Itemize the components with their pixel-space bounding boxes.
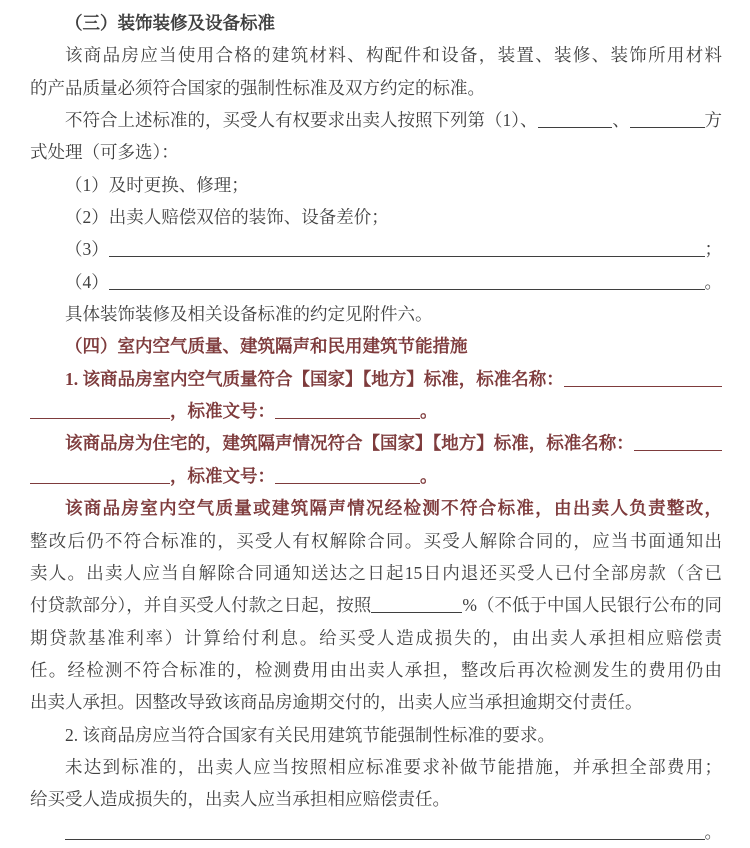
energy-saving-line-2: 未达到标准的，出卖人应当按照相应标准要求补做节能措施，并承担全部费用； (65, 756, 722, 777)
blank-field (630, 104, 705, 128)
blank-field (371, 589, 462, 613)
blank-field (109, 266, 705, 290)
document-body (30, 7, 722, 848)
clause-remedy-line-2: 式处理（可多选）： (30, 142, 179, 163)
text-segment: 不符合上述标准的，买受人有权要求出卖人按照下列第（1）、 (65, 110, 538, 131)
blank-field (65, 816, 705, 840)
blank-field (275, 395, 420, 419)
text-segment: 该商品房为住宅的，建筑隔声情况符合【国家】【地方】标准，标准名称： (65, 433, 634, 454)
energy-saving-line-1: 2. 该商品房应当符合国家有关民用建筑节能强制性标准的要求。 (65, 724, 555, 745)
blank-field (109, 233, 705, 257)
energy-saving-line-3: 给买受人造成损失的，出卖人应当承担相应赔偿责任。 (30, 789, 450, 810)
text-segment: 、 (612, 110, 630, 131)
blank-field (275, 460, 420, 484)
blank-field (538, 104, 613, 128)
blank-field (30, 460, 170, 484)
rectification-clause-line-6: 任。经检测不符合标准的，检测费用由出卖人承担，整改后再次检测发生的费用仍由 (30, 659, 722, 680)
remedy-option-1: （1）及时更换、修理； (65, 174, 249, 195)
clause-materials-line-1: 该商品房应当使用合格的建筑材料、构配件和设备，装置、装修、装饰所用材料 (65, 45, 722, 66)
blank-field (564, 363, 722, 387)
air-quality-line-2 (30, 395, 722, 427)
text-segment: 。 (704, 821, 722, 842)
text-segment: ，标准文号： (170, 401, 275, 422)
rectification-clause-line-5: 期贷款基准利率）计算给付利息。给买受人造成损失的，由出卖人承担相应赔偿责 (30, 627, 722, 648)
text-segment: （4） (65, 271, 109, 292)
text-segment: 1. 该商品房室内空气质量符合【国家】【地方】标准，标准名称： (65, 368, 564, 389)
rectification-clause-line-4 (30, 589, 722, 621)
text-segment: 。 (704, 271, 722, 292)
clause-attachment-note: 具体装饰装修及相关设备标准的约定见附件六。 (65, 304, 433, 325)
clause-materials-line-2: 的产品质量必须符合国家的强制性标准及双方约定的标准。 (30, 77, 485, 98)
text-segment: （3） (65, 239, 109, 260)
rectification-clause-line-7: 出卖人承担。因整改导致该商品房逾期交付的，出卖人应当承担逾期交付责任。 (30, 692, 643, 713)
bottom-blank-line (30, 816, 722, 848)
blank-field (30, 395, 170, 419)
sound-insulation-line-1 (30, 427, 722, 459)
blank-field (634, 427, 722, 451)
rectification-clause-line-3: 卖人。出卖人应当自解除合同通知送达之日起15日内退还买受人已付全部房款（含已 (30, 562, 722, 583)
text-segment: 付贷款部分），并自买受人付款之日起，按照 (30, 595, 372, 616)
air-quality-line-1 (30, 363, 722, 395)
sound-insulation-line-2 (30, 460, 722, 492)
section-3-heading: （三）装饰装修及设备标准 (65, 13, 275, 33)
remedy-option-2: （2）出卖人赔偿双倍的装饰、设备差价； (65, 207, 389, 228)
section-4-heading: （四）室内空气质量、建筑隔声和民用建筑节能措施 (65, 336, 468, 357)
text-segment: 。 (420, 465, 438, 486)
text-segment: %（不低于中国人民银行公布的同 (462, 595, 722, 616)
text-segment: 方 (704, 110, 722, 131)
text-segment: 。 (420, 401, 438, 422)
rectification-clause-line-1: 该商品房室内空气质量或建筑隔声情况经检测不符合标准，由出卖人负责整改， (65, 498, 722, 519)
rectification-clause-line-2: 整改后仍不符合标准的，买受人有权解除合同。买受人解除合同的，应当书面通知出 (30, 530, 722, 551)
remedy-option-4 (30, 266, 722, 298)
text-segment: ； (704, 239, 722, 260)
remedy-option-3 (30, 233, 722, 265)
text-segment: ，标准文号： (170, 465, 275, 486)
clause-remedy-line-1 (30, 104, 722, 136)
